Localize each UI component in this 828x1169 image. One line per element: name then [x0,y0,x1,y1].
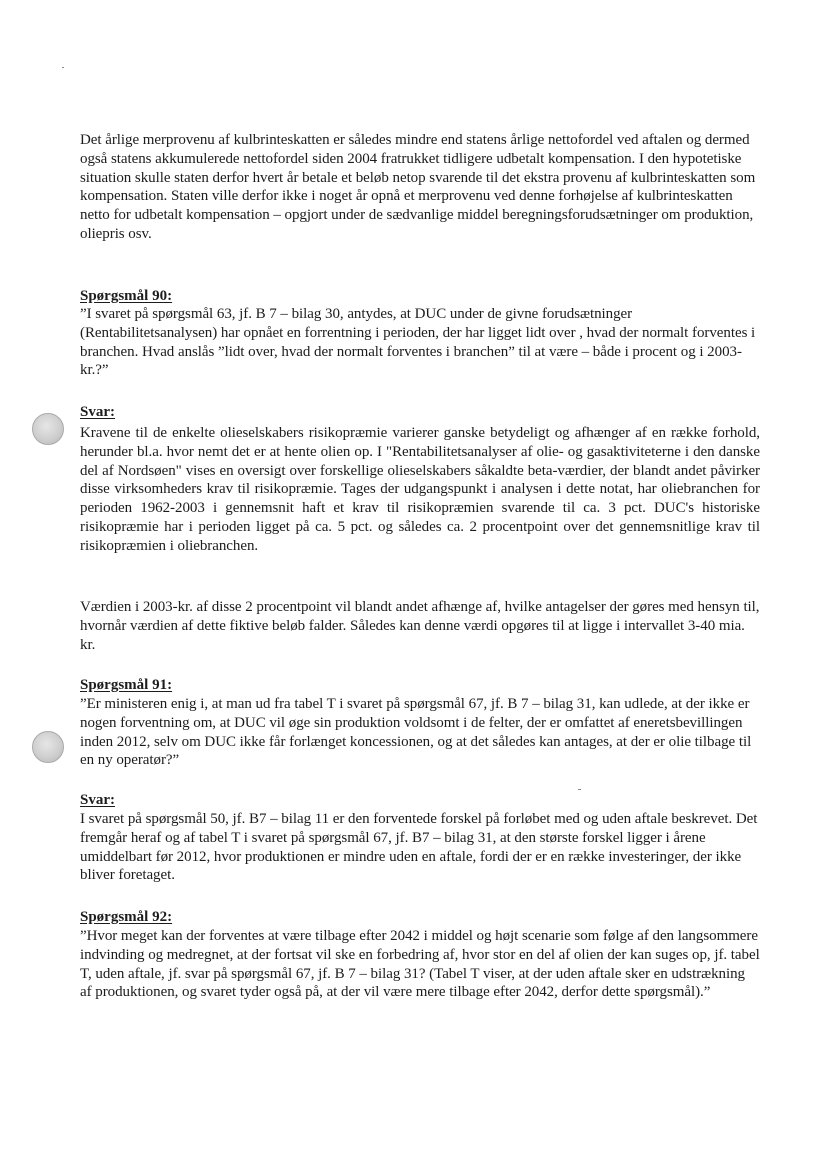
punch-hole [32,731,64,763]
question-91-heading: Spørgsmål 91: [80,677,173,693]
question-92-heading: Spørgsmål 92: [80,909,173,925]
question-91-text: ”Er ministeren enig i, at man ud fra tabel T i svaret på spørgsmål 67, jf. B 7 – bilag 31, kan udlede, at der ikke er nogen forventning om, at DUC vil øge sin produktion voldsomt i de felter, der er omfattet af eneretsbevillingen inden 2012, selv om DUC ikke får forlænget koncessionen, og at det således kan antages, at der er olie tilbage til en ny operatør?” [80,696,752,769]
answer-90-heading: Svar: [80,404,115,420]
answer-91-heading: Svar: [80,792,115,808]
punch-hole [32,413,64,445]
answer-90-paragraph-1: Kravene til de enkelte olieselskabers risikopræmie varierer ganske betydeligt og afhænger af en række forhold, herunder bl.a. hvor nemt det er at hente olien op. I "Rentabilitetsanalyser af olie- og gasaktiviteterne i den danske del af Nordsøen" vises en oversigt over forskellige olieselskabers såkaldte beta-værdier, der blandt andet påvirker disse virksomheders krav til risikopræmie. Tages der udgangspunkt i analysen i dette notat, har oliebranchen for perioden 1962-2003 i gennemsnit haft et krav til risikopræmien svarende til ca. 3 pct. DUC's historiske risikopræmie har i perioden ligget på ca. 5 pct. og således ca. 2 procentpoint over det gennemsnitlige krav til risikopræmien i oliebranchen. [80,425,760,554]
question-92-text: ”Hvor meget kan der forventes at være tilbage efter 2042 i middel og højt scenarie som følge af den langsommere indvinding og medregnet, at der fortsat vil ske en forbedring af, hvor stor en del af olien der kan suges op, jf. tabel T, uden aftale, jf. svar på spørgsmål 67, jf. B 7 – bilag 31? (Tabel T viser, at der uden aftale sker en udstrækning af produktionen, og svaret tyder også på, at der vil være mere tilbage efter 2042, derfor dette spørgsmål).” [80,928,760,1001]
answer-91-paragraph: I svaret på spørgsmål 50, jf. B7 – bilag 11 er den forventede forskel på forløbet med og uden aftale beskrevet. Det fremgår heraf og af tabel T i svaret på spørgsmål 67, jf. B7 – bilag 31, at den største forskel ligger i årene umiddelbart før 2012, hvor produktionen er mindre uden en aftale, fordi der er en række investeringer, der ikke bliver foretaget. [80,811,758,884]
scan-speck [62,67,64,68]
scan-speck [578,789,581,790]
intro-paragraph: Det årlige merprovenu af kulbrinteskatten er således mindre end statens årlige nettofordel ved aftalen og dermed også statens akkumulerede nettofordel siden 2004 fratrukket tidligere udbetalt kompensation. I den hypotetiske situation skulle staten derfor hvert år betale et beløb netop svarende til det ekstra provenu af kulbrinteskatten som kompensation. Staten ville derfor ikke i noget år opnå et merprovenu ved denne forhøjelse af kulbrinteskatten netto for udbetalt kompensation – opgjort under de sædvanlige middel beregningsforudsætninger om produktion, oliepris osv. [80,132,756,242]
question-90-heading: Spørgsmål 90: [80,288,173,304]
question-90-text: ”I svaret på spørgsmål 63, jf. B 7 – bilag 30, antydes, at DUC under de givne forudsætninger (Rentabilitetsanalysen) har opnået en forrentning i perioden, der har ligget lidt over , hvad der normalt forventes i branchen. Hvad anslås ”lidt over, hvad der normalt forventes i branchen” til at være – både i procent og i 2003-kr.?” [80,306,756,379]
answer-90-paragraph-2: Værdien i 2003-kr. af disse 2 procentpoint vil blandt andet afhænge af, hvilke antagelser der gøres med hensyn til, hvornår værdien af dette fiktive beløb falder. Således kan denne værdi opgøres til at ligge i intervallet 3-40 mia. kr. [80,599,760,653]
